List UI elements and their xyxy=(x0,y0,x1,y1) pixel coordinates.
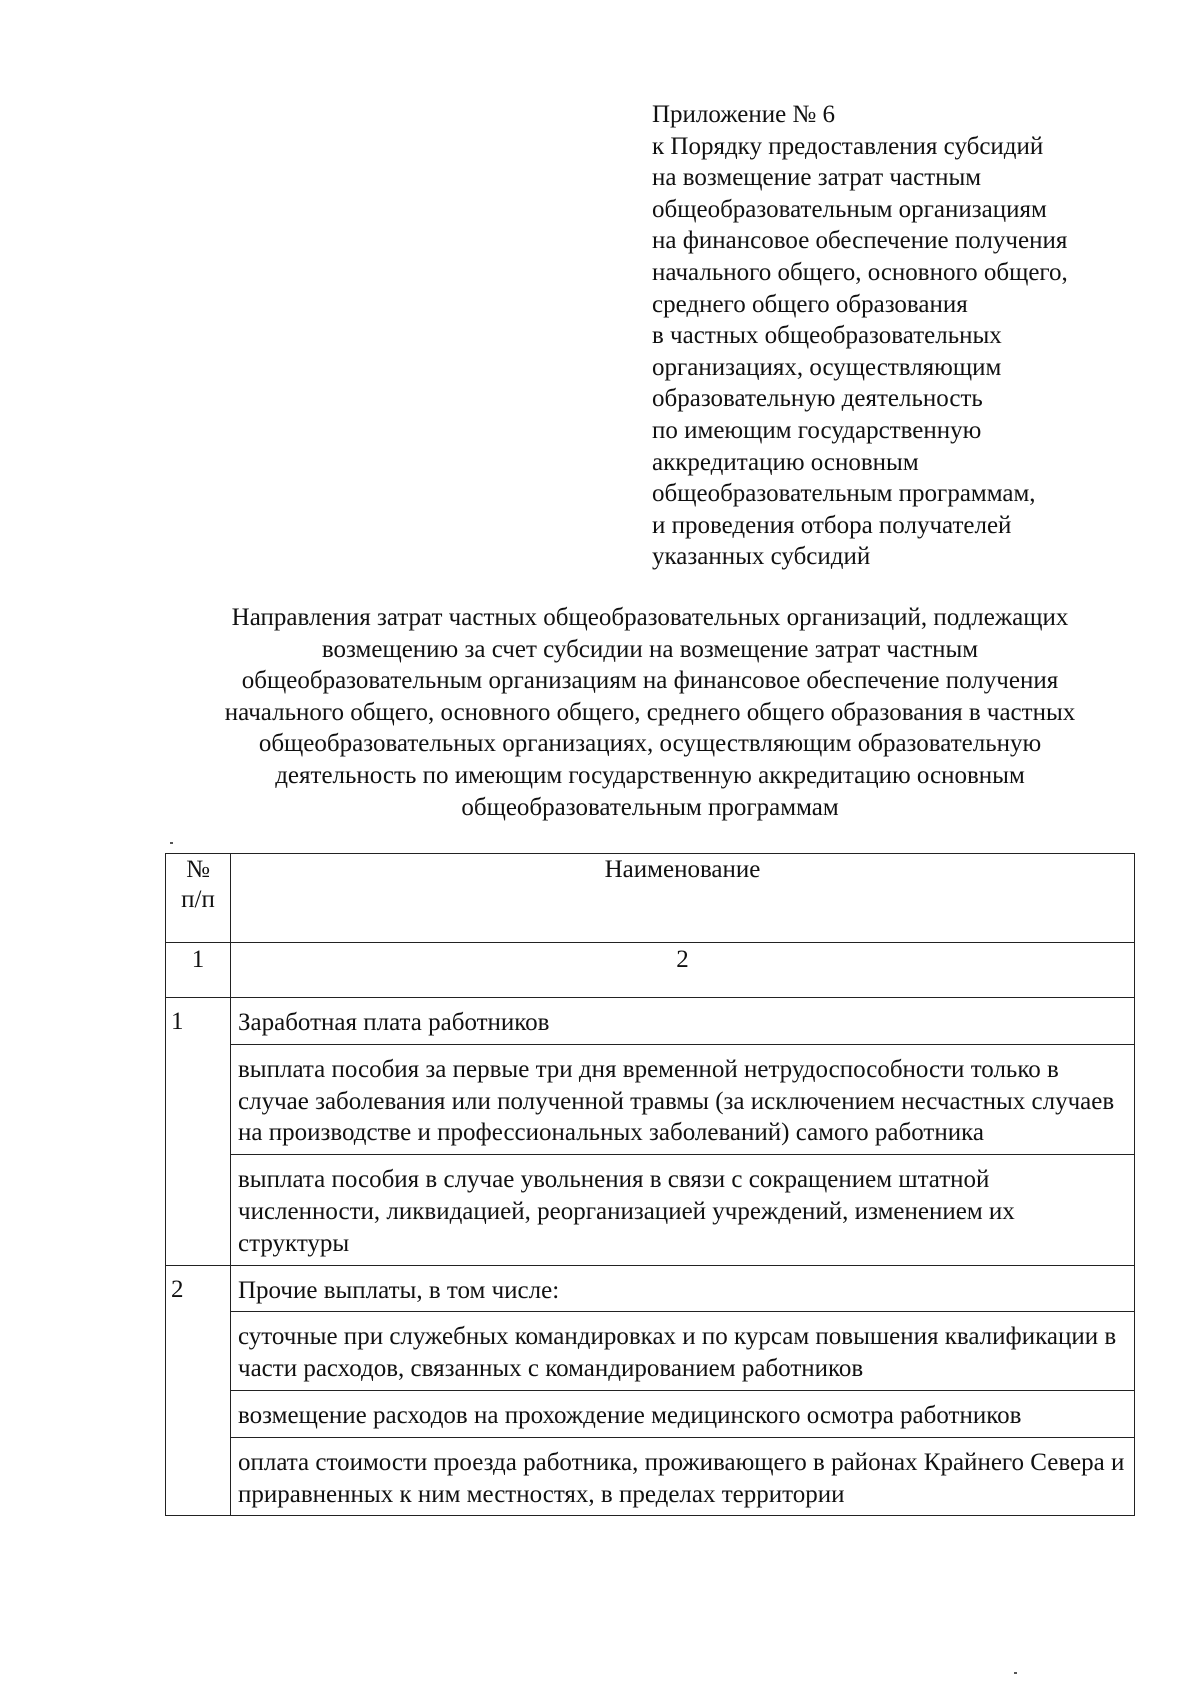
expense-item: Заработная плата работников xyxy=(231,998,1135,1045)
header-num-symbol: № xyxy=(186,856,210,883)
row-number: 1 xyxy=(166,998,231,1266)
header-name-cell: Наименование xyxy=(231,854,1135,943)
column-index-cell: 2 xyxy=(231,943,1135,998)
appendix-line: в частных общеобразовательных xyxy=(652,322,1002,350)
row-number: 2 xyxy=(166,1265,231,1516)
expenses-table xyxy=(165,853,1135,1516)
appendix-line: организациях, осуществляющим xyxy=(652,353,1002,381)
header-num-abbr: п/п xyxy=(181,886,215,913)
appendix-line: по имеющим государственную xyxy=(652,416,982,444)
appendix-line: начального общего, основного общего, xyxy=(652,258,1068,286)
appendix-header xyxy=(652,99,1172,573)
table-row xyxy=(166,1265,1135,1312)
appendix-line: Приложение № 6 xyxy=(652,101,836,128)
table-row xyxy=(166,1155,1135,1265)
expense-item: возмещение расходов на прохождение медицинского осмотра работников xyxy=(231,1390,1135,1437)
table-row xyxy=(166,1044,1135,1154)
table-row xyxy=(166,1312,1135,1391)
scan-speck xyxy=(1014,1672,1017,1674)
scan-speck xyxy=(170,842,173,844)
column-index-row xyxy=(166,943,1135,998)
expense-item: оплата стоимости проезда работника, проживающего в районах Крайнего Севера и приравненных к ним местностях, в пределах территории xyxy=(231,1437,1135,1516)
header-num-cell xyxy=(166,854,231,943)
expense-item: Прочие выплаты, в том числе: xyxy=(231,1265,1135,1312)
title-line: общеобразовательным программам xyxy=(461,793,839,821)
expense-item: суточные при служебных командировках и по курсам повышения квалификации в части расходов, связанных с командированием работников xyxy=(231,1312,1135,1391)
expense-item: выплата пособия в случае увольнения в связи с сокращением штатной численности, ликвидацией, реорганизацией учреждений, изменением их структуры xyxy=(231,1155,1135,1265)
appendix-line: на финансовое обеспечение получения xyxy=(652,227,1068,255)
appendix-line: указанных субсидий xyxy=(652,543,871,571)
appendix-line: общеобразовательным программам, xyxy=(652,480,1036,508)
appendix-line: общеобразовательным организациям xyxy=(652,195,1047,223)
appendix-line: на возмещение затрат частным xyxy=(652,164,982,192)
document-title xyxy=(150,602,1150,823)
appendix-line: среднего общего образования xyxy=(652,290,968,318)
appendix-line: образовательную деятельность xyxy=(652,385,983,413)
table-row xyxy=(166,998,1135,1045)
table-row xyxy=(166,1437,1135,1516)
title-line: деятельность по имеющим государственную аккредитацию основным xyxy=(275,761,1025,789)
appendix-line: аккредитацию основным xyxy=(652,448,919,476)
column-index-cell: 1 xyxy=(166,943,231,998)
title-line: начального общего, основного общего, среднего общего образования в частных xyxy=(224,698,1076,726)
table-header-row xyxy=(166,854,1135,943)
expense-item: выплата пособия за первые три дня временной нетрудоспособности только в случае заболевания или полученной травмы (за исключением несчастных случаев на производстве и профессиональных заболеваний) самого работника xyxy=(231,1044,1135,1154)
appendix-line: и проведения отбора получателей xyxy=(652,511,1012,539)
title-line: Направления затрат частных общеобразовательных организаций, подлежащих xyxy=(231,604,1069,631)
table-row xyxy=(166,1390,1135,1437)
appendix-line: к Порядку предоставления субсидий xyxy=(652,132,1044,160)
title-line: общеобразовательным организациям на финансовое обеспечение получения xyxy=(241,667,1059,695)
title-line: общеобразовательных организациях, осуществляющим образовательную xyxy=(258,730,1042,758)
title-line: возмещению за счет субсидии на возмещение затрат частным xyxy=(321,635,979,663)
